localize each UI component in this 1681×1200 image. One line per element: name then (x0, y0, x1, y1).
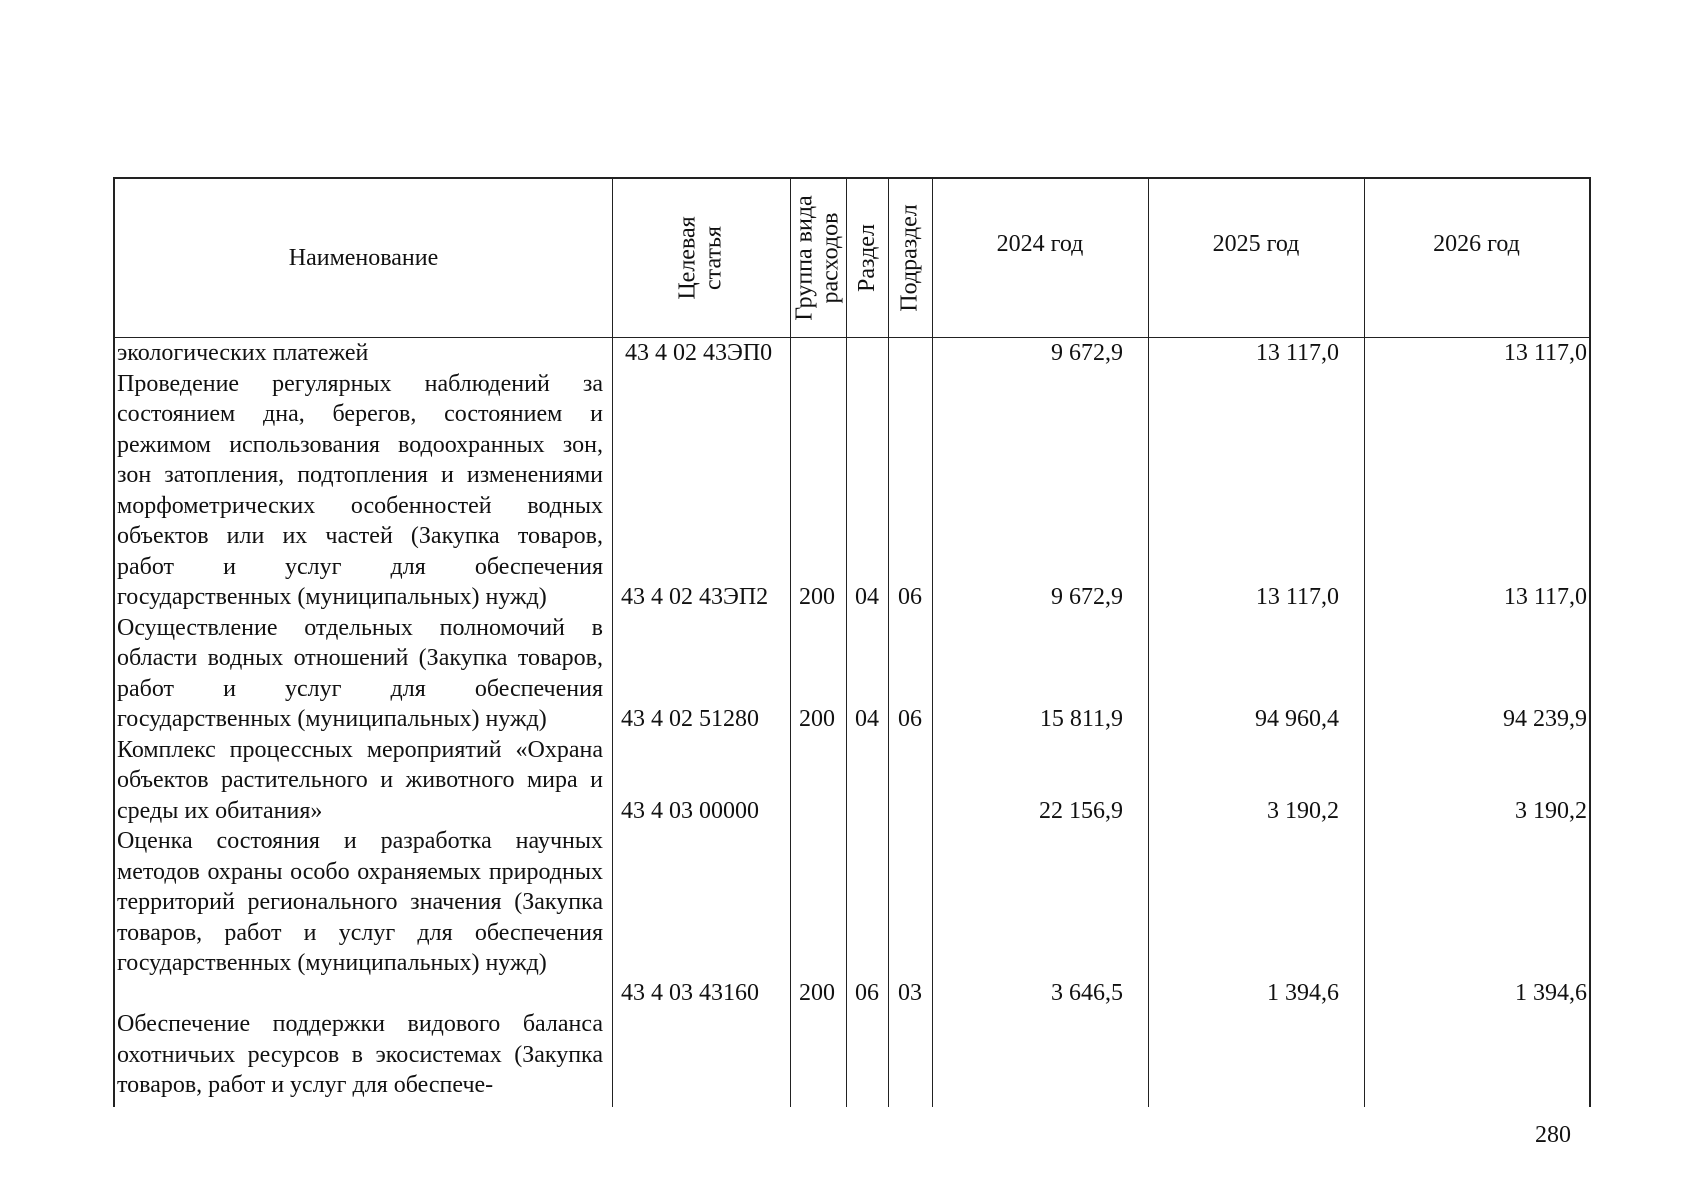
row-2026: 13 117,0 (1503, 340, 1587, 366)
budget-table (113, 177, 1591, 1107)
header-2026-text: 2026 год (1433, 231, 1520, 257)
row-2025: 13 117,0 (1255, 583, 1339, 610)
header-group (790, 179, 846, 337)
row-code: 43 4 02 51280 (621, 705, 759, 732)
row-subsection: 06 (898, 705, 922, 732)
table-row (115, 826, 1589, 1009)
row-code: 43 4 02 43ЭП0 (625, 340, 773, 366)
header-2025-text: 2025 год (1212, 231, 1300, 257)
table-row (115, 338, 1589, 369)
row-2025: 3 190,2 (1267, 797, 1339, 824)
table-row (115, 735, 1589, 827)
row-2026: 94 239,9 (1503, 705, 1587, 732)
table-row (115, 1009, 1589, 1101)
row-2026: 1 394,6 (1515, 980, 1587, 1006)
row-2024: 3 646,5 (1051, 980, 1123, 1006)
header-name-text: Наименование (288, 244, 439, 271)
header-2025 (1148, 179, 1364, 337)
row-code: 43 4 02 43ЭП2 (621, 583, 769, 610)
row-name: экологических платежей (117, 340, 369, 366)
header-target-text: Целевая статья (674, 216, 727, 300)
row-name: Обеспечение поддержки видового баланса охотничьих ресурсов в экосистемах (Закупка товаров, работ и услуг для обеспече- (117, 1011, 603, 1098)
row-name: Проведение регулярных наблюдений за состоянием дна, берегов, состоянием и режимом использования водоохранных зон, зон затопления, подтопления и изменениями морфометрических особенностей водных объектов или их частей (Закупка товаров, работ и услуг для обеспечения государственных (муниципальных) нужд) (117, 370, 603, 610)
header-subsection (888, 179, 932, 337)
header-group-text: Группа вида расходов (792, 195, 844, 321)
table-row (115, 613, 1589, 735)
row-section: 04 (855, 705, 879, 732)
table-row (115, 369, 1589, 613)
row-subsection: 06 (898, 583, 922, 610)
row-2025: 94 960,4 (1255, 705, 1339, 732)
row-section: 06 (855, 980, 879, 1006)
header-target (612, 179, 790, 337)
header-name (115, 179, 612, 337)
row-subsection: 03 (898, 980, 922, 1006)
row-code: 43 4 03 43160 (621, 980, 759, 1006)
header-2026 (1364, 179, 1589, 337)
row-group: 200 (799, 705, 835, 732)
row-2024: 9 672,9 (1051, 340, 1123, 366)
row-group: 200 (799, 583, 835, 610)
table-body (115, 338, 1589, 1101)
row-2024: 9 672,9 (1051, 583, 1123, 610)
header-section-text: Раздел (854, 224, 881, 292)
row-2024: 15 811,9 (1039, 705, 1123, 732)
header-section (846, 179, 888, 337)
row-2024: 22 156,9 (1039, 797, 1123, 824)
row-2026: 13 117,0 (1503, 583, 1587, 610)
header-2024-text: 2024 год (996, 231, 1084, 257)
header-2024 (932, 179, 1148, 337)
row-2026: 3 190,2 (1515, 797, 1587, 824)
row-name: Комплекс процессных мероприятий «Охрана объектов растительного и животного мира и среды их обитания» (117, 736, 603, 824)
row-name: Осуществление отдельных полномочий в области водных отношений (Закупка товаров, работ и услуг для обеспечения государственных (муниципальных) нужд) (117, 614, 603, 732)
page-number: 280 (1535, 1122, 1571, 1148)
row-2025: 13 117,0 (1255, 340, 1339, 366)
row-section: 04 (855, 583, 879, 610)
row-name: Оценка состояния и разработка научных методов охраны особо охраняемых природных территорий регионального значения (Закупка товаров, работ и услуг для обеспечения государственных (муниципальных) нужд) (117, 828, 603, 976)
header-subsection-text: Подраздел (897, 204, 924, 312)
row-2025: 1 394,6 (1267, 980, 1339, 1006)
row-group: 200 (799, 980, 835, 1006)
row-code: 43 4 03 00000 (621, 797, 759, 824)
